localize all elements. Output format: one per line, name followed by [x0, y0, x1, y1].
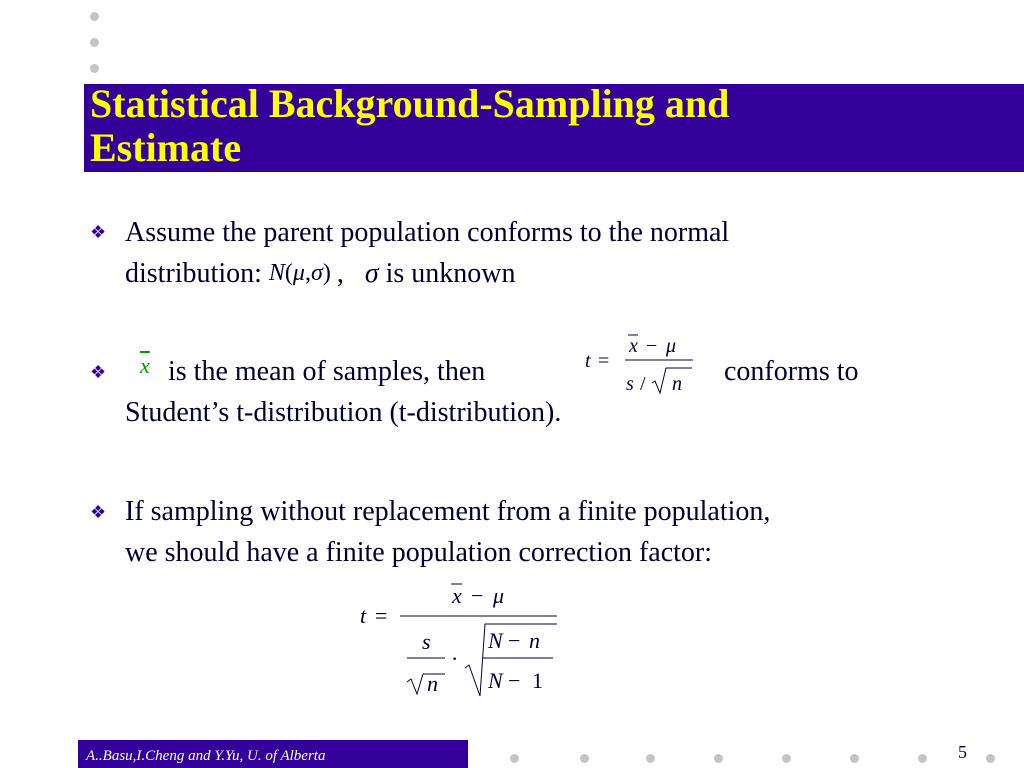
bullet-2-line2: Student’s t-distribution (t-distribution). — [125, 397, 562, 428]
svg-text:t: t — [360, 603, 367, 628]
footer-dot-icon — [986, 754, 995, 763]
bullet-2-mid: is the mean of samples, then — [168, 356, 486, 387]
bullet-1-prefix: distribution: — [125, 258, 262, 289]
svg-text:x: x — [452, 583, 462, 608]
svg-text:·: · — [451, 646, 459, 671]
svg-text:μ: μ — [666, 335, 677, 357]
finite-correction-formula — [355, 578, 570, 703]
svg-text:−: − — [471, 583, 484, 608]
svg-text:−: − — [646, 335, 658, 357]
bullet-diamond-icon: ❖ — [90, 502, 107, 522]
svg-text:−: − — [508, 628, 521, 653]
footer-dot-icon — [918, 754, 927, 763]
footer-dot-icon — [714, 754, 723, 763]
svg-text:−: − — [508, 668, 521, 693]
bullet-diamond-icon: ❖ — [90, 222, 107, 242]
bullet-3-line2: we should have a finite population correction factor: — [125, 537, 713, 568]
svg-text:n: n — [529, 628, 540, 653]
footer-dot-icon — [646, 754, 655, 763]
bullet-1-line1: Assume the parent population conforms to the normal — [125, 217, 730, 248]
footer-dot-icon — [782, 754, 791, 763]
slide-title — [90, 82, 890, 170]
decor-dot-icon — [90, 12, 99, 21]
slide-title-line1: Statistical Background-Sampling and — [90, 81, 730, 126]
t-statistic-formula — [580, 325, 705, 405]
decor-dot-icon — [90, 64, 99, 73]
normal-dist-formula: N(μ,σ) — [268, 260, 331, 286]
sigma-symbol: σ — [364, 258, 379, 289]
footer-dot-icon — [510, 754, 519, 763]
footer-dot-icon — [850, 754, 859, 763]
bullet-3-line1: If sampling without replacement from a finite population, — [125, 496, 771, 527]
svg-text:x: x — [629, 335, 638, 357]
svg-text:s: s — [422, 629, 431, 654]
page-number: 5 — [958, 742, 967, 762]
bullet-1-suffix: is unknown — [385, 258, 516, 289]
svg-text:t: t — [585, 350, 591, 372]
svg-text:1: 1 — [532, 668, 543, 693]
svg-text:N: N — [488, 628, 503, 653]
bullet-2-end: conforms to — [724, 356, 859, 387]
bullet-1-line2: distribution: N(μ,σ) , σ is unknown — [125, 258, 516, 289]
footer-dot-icon — [580, 754, 589, 763]
svg-text:s: s — [626, 373, 634, 395]
xbar-symbol: $\overline{x}$ — [140, 353, 150, 378]
svg-text:/: / — [640, 373, 646, 395]
svg-text:N: N — [488, 668, 503, 693]
svg-text:=: = — [598, 350, 610, 372]
svg-text:μ: μ — [493, 583, 505, 608]
svg-text:=: = — [375, 603, 388, 628]
decor-dot-icon — [90, 38, 99, 47]
svg-text:n: n — [427, 671, 438, 696]
svg-text:n: n — [672, 373, 682, 395]
slide-title-line2: Estimate — [90, 125, 242, 170]
footer-credit: A..Basu,I.Cheng and Y.Yu, U. of Alberta — [86, 748, 326, 764]
bullet-diamond-icon: ❖ — [90, 362, 107, 382]
